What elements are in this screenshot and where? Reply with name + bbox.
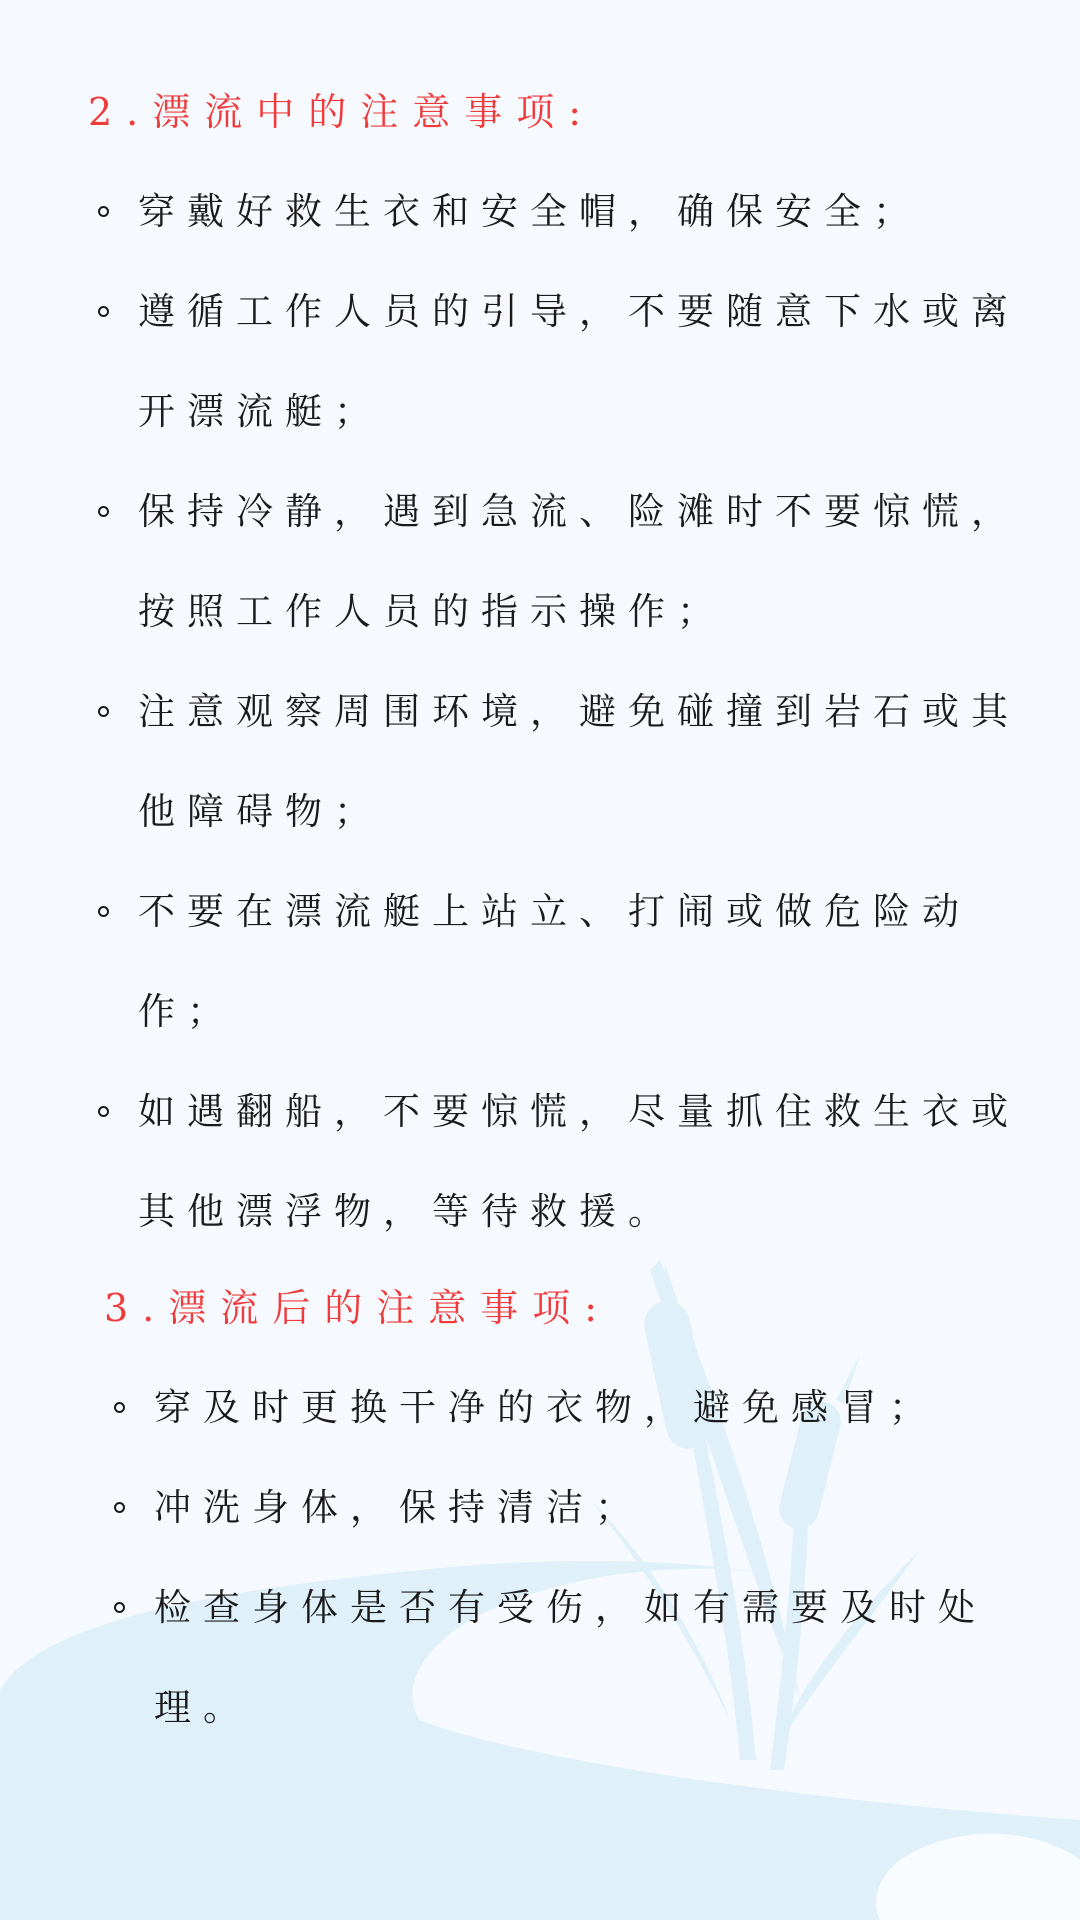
list-item [98, 1062, 1058, 1262]
circle-bullet-icon [114, 1602, 125, 1613]
list-item-text: 穿及时更换干净的衣物，避免感冒； [154, 1386, 938, 1429]
list-item-text: 不要在漂流艇上站立、打闹或做危险动作； [138, 890, 971, 1033]
list-item-text: 遵循工作人员的引导，不要随意下水或离开漂流艇； [138, 290, 1020, 433]
circle-bullet-icon [98, 906, 109, 917]
list-item-text: 如遇翻船，不要惊慌，尽量抓住救生衣或其他漂浮物，等待救援。 [138, 1090, 1020, 1233]
circle-bullet-icon [114, 1502, 125, 1513]
list-item [98, 662, 1058, 862]
list-item [98, 462, 1058, 662]
circle-bullet-icon [98, 206, 109, 217]
list-item [114, 1458, 1064, 1558]
list-item [98, 162, 1058, 262]
section-heading-during-rafting: 2.漂流中的注意事项: [88, 90, 596, 134]
list-item [98, 862, 1058, 1062]
section-heading-after-rafting: 3.漂流后的注意事项: [104, 1286, 612, 1330]
circle-bullet-icon [98, 506, 109, 517]
list-item-text: 注意观察周围环境，避免碰撞到岩石或其他障碍物； [138, 690, 1020, 833]
circle-bullet-icon [98, 306, 109, 317]
circle-bullet-icon [114, 1402, 125, 1413]
circle-bullet-icon [98, 1106, 109, 1117]
list-item [114, 1358, 1064, 1458]
list-item-text: 检查身体是否有受伤，如有需要及时处理。 [154, 1586, 987, 1729]
list-after-rafting [114, 1358, 1064, 1758]
list-item-text: 保持冷静，遇到急流、险滩时不要惊慌，按照工作人员的指示操作； [138, 490, 1020, 633]
list-item-text: 穿戴好救生衣和安全帽，确保安全； [138, 190, 922, 233]
list-item [114, 1558, 1064, 1758]
list-item [98, 262, 1058, 462]
list-item-text: 冲洗身体，保持清洁； [154, 1486, 644, 1529]
list-during-rafting [98, 162, 1058, 1262]
circle-bullet-icon [98, 706, 109, 717]
